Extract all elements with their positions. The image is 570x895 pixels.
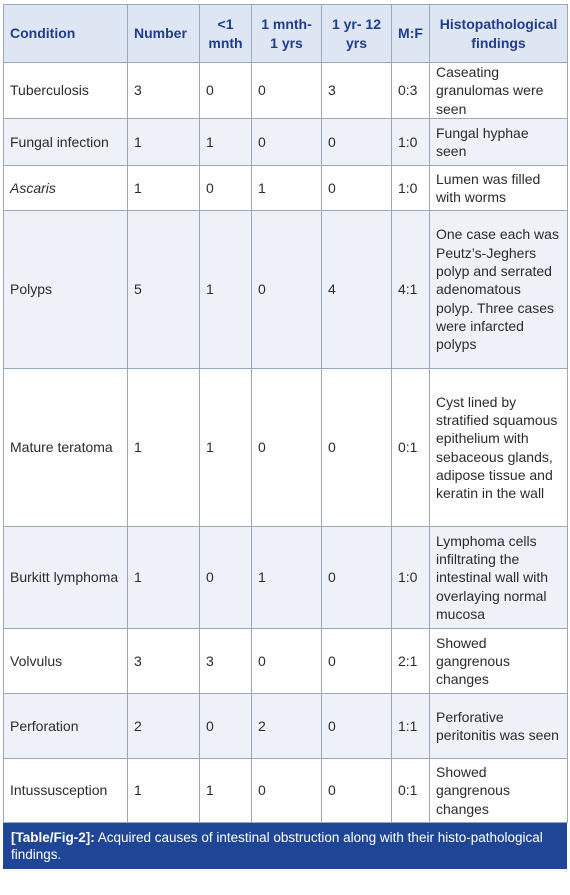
cell-1y12y: 0	[322, 166, 392, 211]
cell-1m1y: 0	[252, 369, 322, 527]
cell-1y12y: 0	[322, 694, 392, 759]
table-figure	[3, 4, 567, 869]
cell-condition: Perforation	[4, 694, 128, 759]
cell-number: 3	[128, 63, 200, 119]
cell-lt1m: 0	[200, 694, 252, 759]
cell-number: 1	[128, 759, 200, 823]
cell-1m1y: 0	[252, 119, 322, 166]
data-table	[3, 4, 568, 823]
cell-findings: Cyst lined by stratified squamous epithelium with sebaceous glands, adipose tissue and keratin in the wall	[430, 369, 568, 527]
cell-lt1m: 1	[200, 119, 252, 166]
table-row	[4, 694, 568, 759]
cell-condition: Intussusception	[4, 759, 128, 823]
caption-label: [Table/Fig-2]:	[11, 830, 95, 845]
cell-mf: 0:3	[392, 63, 430, 119]
cell-lt1m: 1	[200, 759, 252, 823]
cell-1m1y: 1	[252, 527, 322, 629]
header-1month-1year: 1 mnth- 1 yrs	[252, 5, 322, 63]
cell-number: 1	[128, 369, 200, 527]
cell-lt1m: 1	[200, 369, 252, 527]
table-row	[4, 119, 568, 166]
cell-number: 1	[128, 527, 200, 629]
cell-number: 1	[128, 166, 200, 211]
cell-1m1y: 0	[252, 759, 322, 823]
cell-1y12y: 4	[322, 211, 392, 369]
cell-mf: 4:1	[392, 211, 430, 369]
cell-1m1y: 0	[252, 63, 322, 119]
cell-findings: Lumen was filled with worms	[430, 166, 568, 211]
cell-1y12y: 3	[322, 63, 392, 119]
cell-number: 1	[128, 119, 200, 166]
cell-findings: Perforative peritonitis was seen	[430, 694, 568, 759]
cell-1y12y: 0	[322, 369, 392, 527]
cell-1y12y: 0	[322, 119, 392, 166]
table-header	[4, 5, 568, 63]
cell-condition: Polyps	[4, 211, 128, 369]
cell-1y12y: 0	[322, 527, 392, 629]
table-body	[4, 63, 568, 823]
cell-mf: 1:0	[392, 166, 430, 211]
cell-lt1m: 0	[200, 527, 252, 629]
header-findings: Histopathological findings	[430, 5, 568, 63]
header-1year-12years: 1 yr- 12 yrs	[322, 5, 392, 63]
cell-1m1y: 0	[252, 211, 322, 369]
cell-mf: 1:0	[392, 119, 430, 166]
cell-lt1m: 0	[200, 63, 252, 119]
header-condition: Condition	[4, 5, 128, 63]
cell-number: 5	[128, 211, 200, 369]
table-row	[4, 527, 568, 629]
table-row	[4, 369, 568, 527]
header-lt1-month: <1 mnth	[200, 5, 252, 63]
cell-mf: 1:0	[392, 527, 430, 629]
cell-1m1y: 2	[252, 694, 322, 759]
cell-findings: One case each was Peutz’s-Jeghers polyp and serrated adenomatous polyp. Three cases were infarcted polyps	[430, 211, 568, 369]
cell-findings: Showed gangrenous changes	[430, 759, 568, 823]
table-row	[4, 759, 568, 823]
header-row	[4, 5, 568, 63]
cell-number: 2	[128, 694, 200, 759]
table-row	[4, 211, 568, 369]
cell-mf: 2:1	[392, 629, 430, 694]
cell-findings: Showed gangrenous changes	[430, 629, 568, 694]
cell-findings: Lymphoma cells infiltrating the intestinal wall with overlaying normal mucosa	[430, 527, 568, 629]
cell-condition: Fungal infection	[4, 119, 128, 166]
table-caption	[3, 823, 567, 869]
cell-lt1m: 0	[200, 166, 252, 211]
table-row	[4, 63, 568, 119]
cell-condition: Volvulus	[4, 629, 128, 694]
cell-condition: Tuberculosis	[4, 63, 128, 119]
cell-mf: 0:1	[392, 759, 430, 823]
cell-1m1y: 0	[252, 629, 322, 694]
cell-number: 3	[128, 629, 200, 694]
cell-1y12y: 0	[322, 759, 392, 823]
cell-findings: Fungal hyphae seen	[430, 119, 568, 166]
table-row	[4, 166, 568, 211]
cell-condition: Burkitt lymphoma	[4, 527, 128, 629]
cell-lt1m: 1	[200, 211, 252, 369]
cell-mf: 0:1	[392, 369, 430, 527]
cell-condition: Ascaris	[4, 166, 128, 211]
cell-1y12y: 0	[322, 629, 392, 694]
caption-text: Acquired causes of intestinal obstruction along with their histo-pathological findings.	[11, 830, 543, 862]
table-row	[4, 629, 568, 694]
cell-condition: Mature teratoma	[4, 369, 128, 527]
cell-1m1y: 1	[252, 166, 322, 211]
cell-findings: Caseating granulomas were seen	[430, 63, 568, 119]
cell-mf: 1:1	[392, 694, 430, 759]
cell-lt1m: 3	[200, 629, 252, 694]
header-mf: M:F	[392, 5, 430, 63]
header-number: Number	[128, 5, 200, 63]
